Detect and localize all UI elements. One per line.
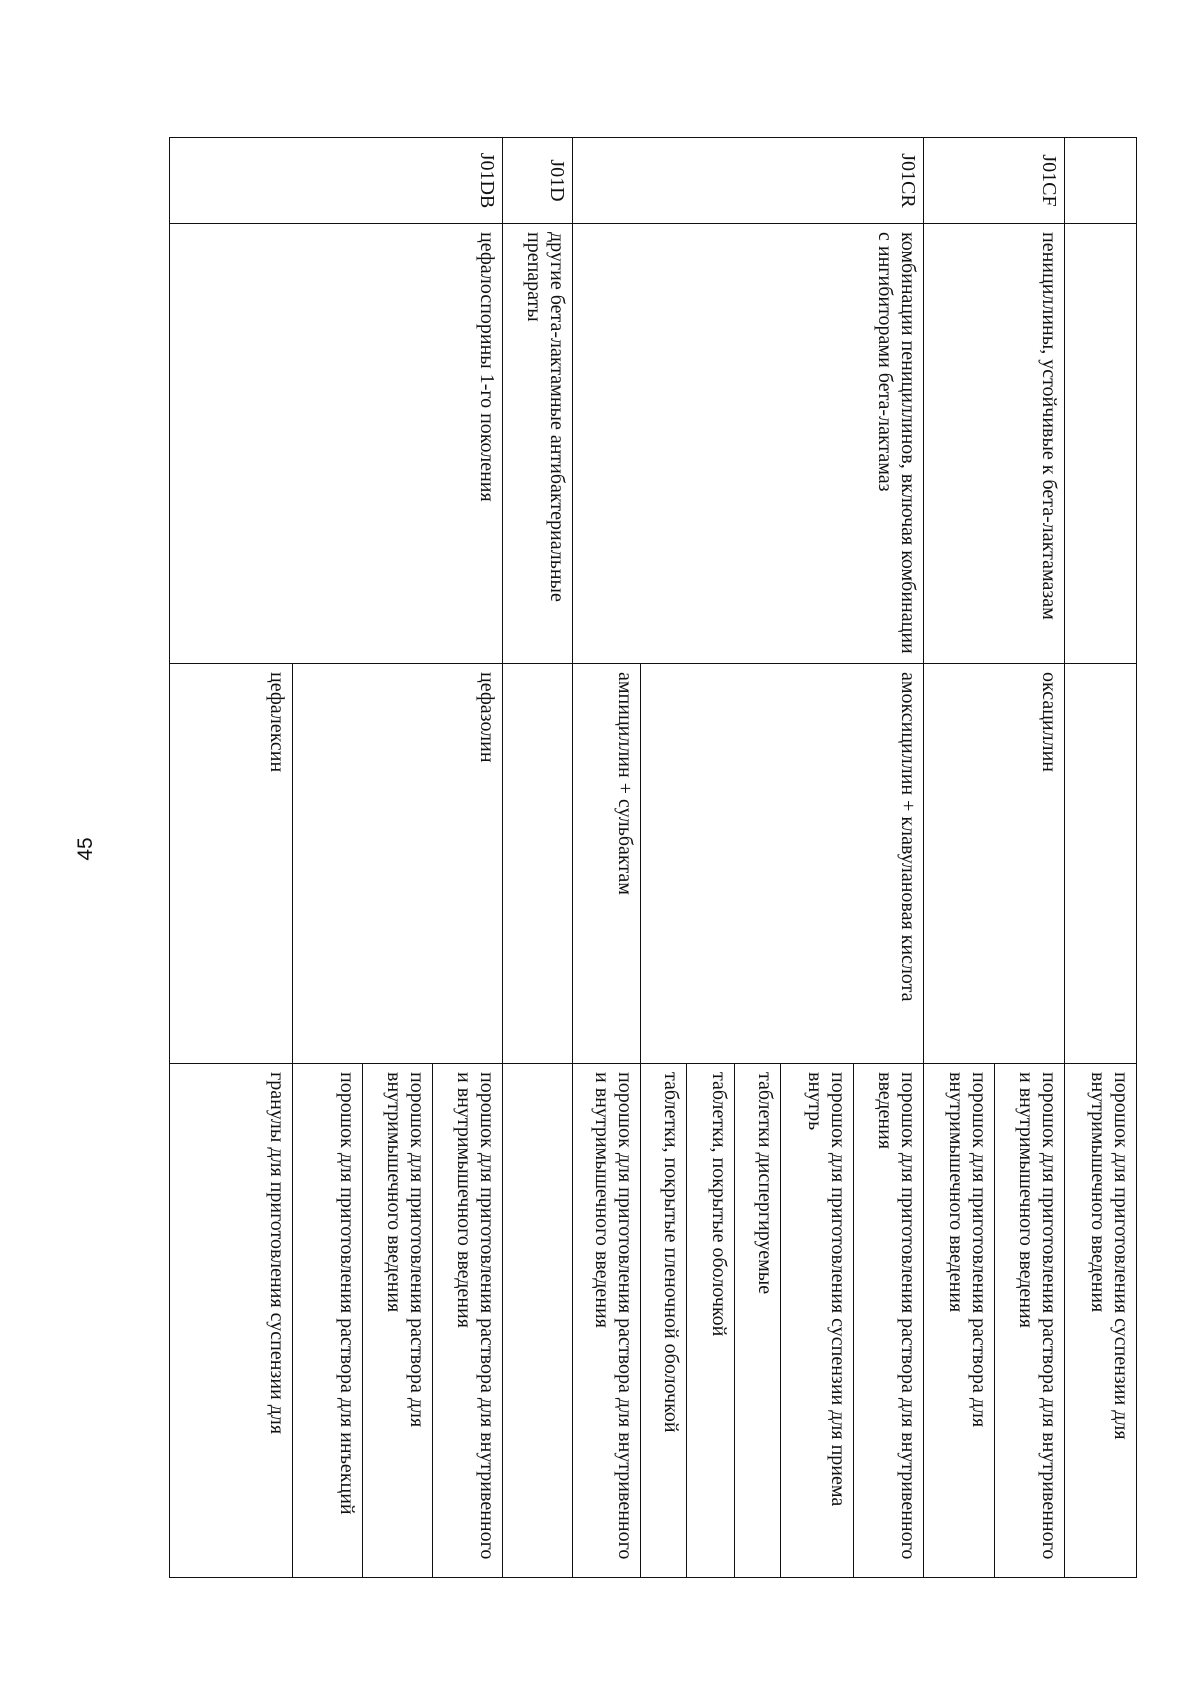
drug-table: [169, 137, 1137, 1578]
group-cell: другие бета-лактамные антибактериальные препараты: [503, 224, 573, 664]
drug-cell: [503, 664, 573, 1064]
table-row: [433, 138, 503, 1578]
atc-code-cell: J01D: [503, 138, 573, 224]
group-cell: [1065, 224, 1137, 664]
group-cell: комбинации пенициллинов, включая комбинации с ингибиторами бета-лактамаз: [573, 224, 924, 664]
form-cell: порошок для приготовления раствора для инъекций: [293, 1064, 363, 1578]
atc-code-cell: J01CF: [924, 138, 1065, 224]
form-cell: [503, 1064, 573, 1578]
table-row: [854, 138, 924, 1578]
form-cell: таблетки, покрытые пленочной оболочкой: [641, 1064, 687, 1578]
drug-cell: [1065, 664, 1137, 1064]
group-cell: цефалоспорины 1-го поколения: [170, 224, 503, 664]
atc-code-cell: J01CR: [573, 138, 924, 224]
form-cell: порошок для приготовления суспензии для внутримышечного введения: [1065, 1064, 1137, 1578]
form-cell: порошок для приготовления суспензии для приема внутрь: [781, 1064, 854, 1578]
drug-cell: ампициллин + сульбактам: [573, 664, 641, 1064]
rotated-page: [169, 137, 1137, 1577]
atc-code-cell: J01DB: [170, 138, 503, 224]
drug-cell: цефазолин: [293, 664, 503, 1064]
drug-cell: оксациллин: [924, 664, 1065, 1064]
form-cell: порошок для приготовления раствора для внутривенного и внутримышечного введения: [433, 1064, 503, 1578]
group-cell: пенициллины, устойчивые к бета-лактамазам: [924, 224, 1065, 664]
form-cell: гранулы для приготовления суспензии для: [170, 1064, 293, 1578]
table-row: [503, 138, 573, 1578]
form-cell: порошок для приготовления раствора для внутримышечного введения: [363, 1064, 433, 1578]
form-cell: порошок для приготовления раствора для внутривенного введения: [854, 1064, 924, 1578]
form-cell: порошок для приготовления раствора для внутривенного и внутримышечного введения: [995, 1064, 1065, 1578]
form-cell: порошок для приготовления раствора для внутримышечного введения: [924, 1064, 995, 1578]
page-number: 45: [74, 837, 97, 861]
drug-cell: амоксициллин + клавулановая кислота: [641, 664, 924, 1064]
atc-code-cell: [1065, 138, 1137, 224]
form-cell: таблетки диспергируемые: [735, 1064, 781, 1578]
form-cell: порошок для приготовления раствора для внутривенного и внутримышечного введения: [573, 1064, 641, 1578]
table-row: [1065, 138, 1137, 1578]
drug-cell: цефалексин: [170, 664, 293, 1064]
form-cell: таблетки, покрытые оболочкой: [687, 1064, 735, 1578]
table-row: [995, 138, 1065, 1578]
